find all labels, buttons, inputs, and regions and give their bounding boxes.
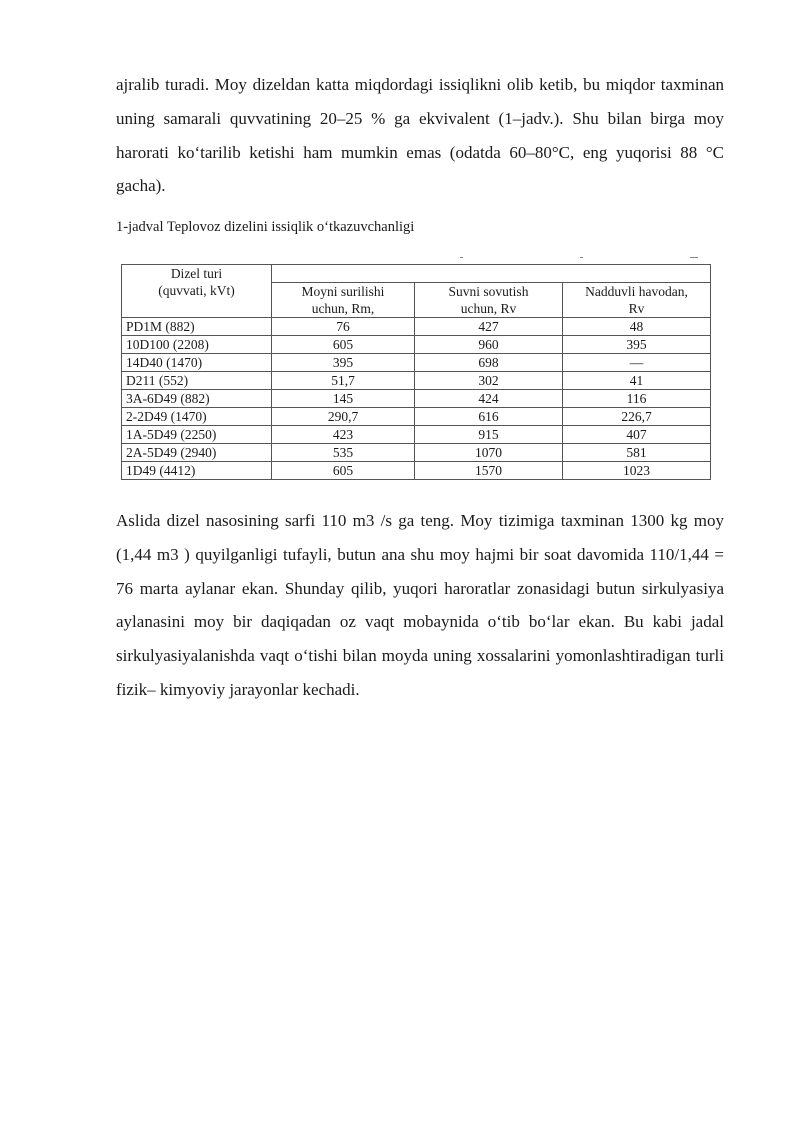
cell-water-cooling: 960 — [415, 336, 563, 354]
cell-charge-air: — — [563, 354, 711, 372]
cell-charge-air: 407 — [563, 426, 711, 444]
cell-oil-suction: 290,7 — [272, 408, 415, 426]
cell-charge-air: 116 — [563, 390, 711, 408]
table-row — [122, 462, 711, 480]
cell-diesel-type: 2-2D49 (1470) — [122, 408, 272, 426]
table-body — [122, 318, 711, 480]
table-row — [122, 372, 711, 390]
paragraph-circulation: Aslida dizel nasosining sarfi 110 m3 /s ga teng. Moy tizimiga taxminan 1300 kg moy (1,44 m3 ) quyilganligi tufayli, butun ana shu moy hajmi bir soat davomida 110/1,44 = 76 marta aylanar ekan. Shunday qilib, yuqori haroratlar zonasidagi butun sirkulyasiya aylanasini moy bir daqiqadan oz vaqt mobaynida o‘tib bo‘lar ekan. Bu kabi jadal sirkulyasiyalanishda vaqt o‘tishi bilan moyda uning xossalarini yomonlashtiradigan turli fizik– kimyoviy jarayonlar kechadi. — [116, 511, 724, 699]
cell-oil-suction: 535 — [272, 444, 415, 462]
table-row — [122, 426, 711, 444]
header-oil-suction — [272, 283, 415, 318]
header-diesel-type — [122, 265, 272, 318]
cell-charge-air: 581 — [563, 444, 711, 462]
cell-oil-suction: 605 — [272, 462, 415, 480]
cell-oil-suction: 145 — [272, 390, 415, 408]
header-oil-suction-line1: Moyni surilishi — [301, 284, 385, 299]
cell-water-cooling: 1070 — [415, 444, 563, 462]
header-group-empty — [272, 265, 711, 283]
cell-diesel-type: 10D100 (2208) — [122, 336, 272, 354]
cell-oil-suction: 605 — [272, 336, 415, 354]
cell-oil-suction: 395 — [272, 354, 415, 372]
cell-diesel-type: D211 (552) — [122, 372, 272, 390]
table-top-mark — [580, 257, 583, 258]
cell-oil-suction: 51,7 — [272, 372, 415, 390]
cell-oil-suction: 423 — [272, 426, 415, 444]
cell-water-cooling: 427 — [415, 318, 563, 336]
paragraph-intro: ajralib turadi. Moy dizeldan katta miqdordagi issiqlikni olib ketib, bu miqdor taxminan uning samarali quvvatining 20–25 % ga ekvivalent (1–jadv.). Shu bilan birga moy harorati ko‘tarilib ketishi ham mumkin emas (odatda 60–80°C, eng yuqorisi 88 °C gacha). — [116, 75, 724, 196]
cell-water-cooling: 302 — [415, 372, 563, 390]
cell-charge-air: 1023 — [563, 462, 711, 480]
cell-charge-air: 48 — [563, 318, 711, 336]
table-row — [122, 444, 711, 462]
cell-water-cooling: 616 — [415, 408, 563, 426]
table-row — [122, 318, 711, 336]
heat-transfer-table — [121, 264, 711, 480]
header-oil-suction-line2: uchun, Rm, — [311, 301, 375, 316]
header-diesel-type-line1: Dizel turi — [170, 266, 223, 281]
cell-charge-air: 226,7 — [563, 408, 711, 426]
cell-diesel-type: 1A-5D49 (2250) — [122, 426, 272, 444]
table-row — [122, 336, 711, 354]
header-charge-air-line1: Nadduvli havodan, — [585, 284, 688, 299]
cell-charge-air: 41 — [563, 372, 711, 390]
header-water-cooling — [415, 283, 563, 318]
cell-water-cooling: 424 — [415, 390, 563, 408]
cell-diesel-type: 14D40 (1470) — [122, 354, 272, 372]
cell-oil-suction: 76 — [272, 318, 415, 336]
table-top-mark — [460, 257, 463, 258]
cell-water-cooling: 698 — [415, 354, 563, 372]
header-diesel-type-line2: (quvvati, kVt) — [158, 283, 235, 298]
header-water-cooling-line1: Suvni sovutish — [448, 284, 529, 299]
table-header-row — [122, 265, 711, 283]
cell-diesel-type: 2A-5D49 (2940) — [122, 444, 272, 462]
table-top-mark — [690, 257, 698, 258]
table-row — [122, 390, 711, 408]
cell-diesel-type: 1D49 (4412) — [122, 462, 272, 480]
header-charge-air — [563, 283, 711, 318]
header-charge-air-line2: Rv — [628, 301, 645, 316]
table-row — [122, 354, 711, 372]
header-water-cooling-line2: uchun, Rv — [460, 301, 517, 316]
cell-charge-air: 395 — [563, 336, 711, 354]
table-caption: 1-jadval Teplovoz dizelini issiqlik o‘tkazuvchanligi — [116, 219, 415, 235]
cell-diesel-type: PD1M (882) — [122, 318, 272, 336]
cell-water-cooling: 1570 — [415, 462, 563, 480]
table-row — [122, 408, 711, 426]
cell-water-cooling: 915 — [415, 426, 563, 444]
cell-diesel-type: 3A-6D49 (882) — [122, 390, 272, 408]
